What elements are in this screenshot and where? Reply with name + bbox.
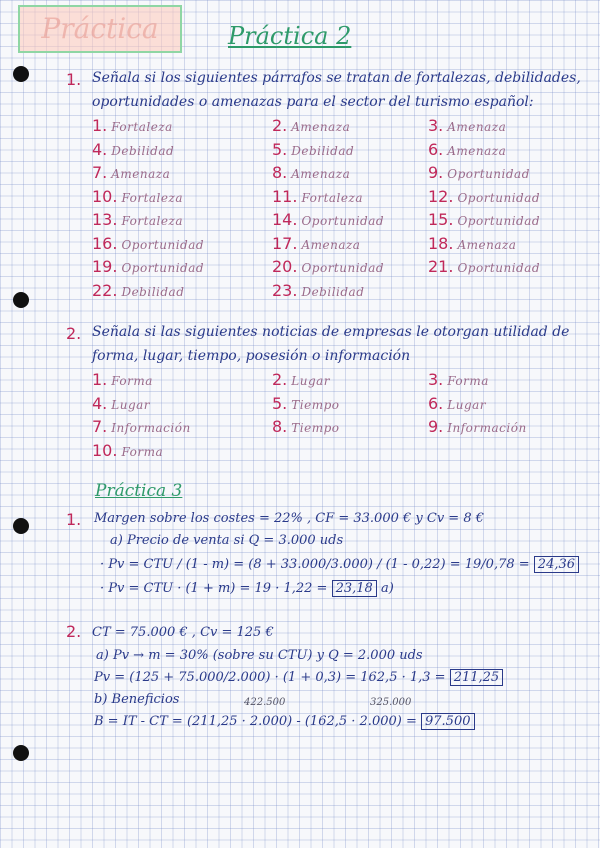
- answer-text: Forma: [111, 374, 153, 388]
- answer-text: Información: [447, 421, 527, 435]
- answer-item: [92, 441, 163, 460]
- answer-number: 6.: [428, 139, 444, 159]
- p3-q1-statement: Margen sobre los costes = 22% , CF = 33.000 € y Cv = 8 €: [94, 511, 485, 526]
- p3-q2-number: 2.: [66, 622, 82, 641]
- answer-text: Oportunidad: [301, 214, 385, 228]
- answer-number: 8.: [272, 417, 288, 436]
- answer-item: [272, 281, 364, 300]
- answer-number: 1.: [92, 116, 108, 135]
- binder-hole: [13, 66, 29, 82]
- answer-text: Oportunidad: [121, 237, 205, 252]
- answer-number: 5.: [272, 393, 288, 413]
- answer-number: 1.: [92, 370, 108, 389]
- practica-3-title: Práctica 3: [95, 481, 183, 501]
- answer-text: Oportunidad: [121, 261, 205, 275]
- answer-number: 23.: [272, 280, 298, 300]
- p3-q2-a-label: a) Pv → m = 30% (sobre su CTU) y Q = 2.000 uds: [96, 648, 423, 663]
- answer-item: [92, 370, 153, 389]
- answer-number: 7.: [92, 163, 108, 182]
- answer-text: Tiempo: [291, 421, 340, 435]
- answer-number: 10.: [92, 440, 118, 460]
- answer-item: [272, 234, 360, 253]
- p3-q2-pv-result: 211,25: [450, 669, 504, 686]
- question-1-prompt-line2: oportunidades o amenazas para el sector del turismo español:: [92, 94, 534, 110]
- question-1-prompt-line1: Señala si los siguientes párrafos se tratan de fortalezas, debilidades,: [92, 70, 581, 86]
- answer-item: [428, 234, 516, 253]
- answer-number: 7.: [92, 417, 108, 436]
- p3-q1-a-label: a) Precio de venta si Q = 3.000 uds: [110, 533, 344, 548]
- p3-q2-b-result: 97.500: [421, 713, 475, 730]
- p3-q1-line1: [100, 557, 579, 572]
- answer-item: [272, 140, 354, 159]
- answer-item: [92, 281, 184, 300]
- p3-q1-line1-result: 24,36: [534, 556, 579, 573]
- answer-number: 9.: [428, 163, 444, 182]
- p3-q1-line1-text: · Pv = CTU / (1 - m) = (8 + 33.000/3.000) / (1 - 0,22) = 19/0,78 =: [100, 557, 530, 572]
- answer-item: [92, 116, 173, 135]
- answer-item: [92, 163, 170, 182]
- answer-item: [92, 187, 183, 206]
- practica-stamp: Práctica: [18, 5, 182, 53]
- answer-item: [428, 394, 486, 413]
- answer-text: Oportunidad: [447, 167, 530, 181]
- answer-text: Debilidad: [121, 284, 185, 299]
- answer-number: 14.: [272, 210, 298, 229]
- answer-item: [428, 140, 506, 159]
- answer-item: [428, 116, 506, 135]
- answer-number: 9.: [428, 417, 444, 436]
- answer-item: [92, 234, 204, 253]
- answer-item: [272, 417, 340, 436]
- binder-hole: [13, 518, 29, 534]
- answer-text: Tiempo: [291, 397, 340, 412]
- p3-q2-pv-line: [94, 670, 503, 685]
- answer-text: Debilidad: [301, 284, 365, 299]
- answer-text: Amenaza: [447, 143, 507, 158]
- p3-q1-line2-result: 23,18: [332, 580, 377, 597]
- answer-item: [272, 163, 350, 182]
- p3-q2-b-line: [94, 714, 475, 729]
- answer-text: Información: [111, 421, 191, 435]
- answer-item: [428, 187, 540, 206]
- answer-number: 4.: [92, 393, 108, 413]
- answer-number: 18.: [428, 233, 454, 253]
- question-2-prompt-line1: Señala si las siguientes noticias de empresas le otorgan utilidad de: [92, 324, 570, 340]
- answer-text: Amenaza: [457, 237, 517, 252]
- p3-q2-b-label: b) Beneficios: [94, 692, 180, 707]
- answer-text: Debilidad: [111, 143, 175, 158]
- question-2-prompt-line2: forma, lugar, tiempo, posesión o información: [92, 348, 411, 364]
- answer-item: [272, 187, 363, 206]
- answer-text: Amenaza: [301, 237, 361, 252]
- p3-q1-line2: [100, 581, 394, 596]
- answer-number: 3.: [428, 370, 444, 389]
- answer-text: Fortaleza: [301, 190, 363, 205]
- answer-number: 21.: [428, 257, 454, 276]
- answer-text: Fortaleza: [111, 120, 173, 134]
- p3-q2-statement: CT = 75.000 € , Cv = 125 €: [92, 625, 274, 640]
- answer-text: Oportunidad: [457, 261, 541, 275]
- answer-text: Oportunidad: [301, 261, 385, 275]
- answer-number: 3.: [428, 116, 444, 135]
- answer-item: [272, 394, 340, 413]
- p3-q2-above2: 325.000: [370, 697, 412, 708]
- binder-hole: [13, 292, 29, 308]
- answer-text: Amenaza: [111, 167, 171, 181]
- answer-number: 4.: [92, 139, 108, 159]
- answer-item: [272, 116, 350, 135]
- answer-text: Forma: [121, 444, 164, 459]
- answer-text: Oportunidad: [457, 214, 541, 228]
- answer-item: [92, 210, 183, 229]
- answer-item: [272, 257, 384, 276]
- answer-text: Oportunidad: [457, 190, 541, 205]
- answer-number: 16.: [92, 233, 118, 253]
- answer-number: 6.: [428, 393, 444, 413]
- answer-text: Lugar: [447, 397, 487, 412]
- answer-item: [428, 370, 489, 389]
- answer-text: Amenaza: [291, 167, 351, 181]
- binder-hole: [13, 745, 29, 761]
- answer-text: Amenaza: [291, 120, 351, 134]
- answer-number: 22.: [92, 280, 118, 300]
- answer-item: [428, 417, 527, 436]
- answer-text: Fortaleza: [121, 190, 183, 205]
- answer-number: 2.: [272, 370, 288, 389]
- answer-text: Fortaleza: [121, 214, 183, 228]
- answer-number: 17.: [272, 233, 298, 253]
- p3-q1-line2-tail: a): [380, 581, 394, 596]
- p3-q2-above1: 422.500: [244, 697, 286, 708]
- answer-text: Lugar: [111, 397, 151, 412]
- answer-item: [428, 163, 530, 182]
- answer-item: [92, 140, 174, 159]
- p3-q2-b-text: B = IT - CT = (211,25 · 2.000) - (162,5 · 2.000) =: [94, 714, 417, 729]
- answer-text: Amenaza: [447, 120, 507, 134]
- answer-item: [272, 210, 384, 229]
- answer-item: [272, 370, 330, 389]
- answer-text: Lugar: [291, 374, 331, 388]
- answer-number: 2.: [272, 116, 288, 135]
- question-1-number: 1.: [66, 70, 82, 89]
- answer-item: [92, 257, 204, 276]
- answer-number: 15.: [428, 210, 454, 229]
- answer-item: [92, 417, 191, 436]
- answer-item: [92, 394, 150, 413]
- p3-q1-line2-text: · Pv = CTU · (1 + m) = 19 · 1,22 =: [100, 581, 328, 596]
- answer-number: 20.: [272, 257, 298, 276]
- answer-number: 12.: [428, 186, 454, 206]
- page-title: Práctica 2: [228, 22, 352, 50]
- answer-number: 10.: [92, 186, 118, 206]
- p3-q2-pv-text: Pv = (125 + 75.000/2.000) · (1 + 0,3) = 162,5 · 1,3 =: [94, 670, 446, 685]
- answer-text: Debilidad: [291, 143, 355, 158]
- answer-text: Forma: [447, 374, 489, 388]
- answer-number: 11.: [272, 186, 298, 206]
- answer-number: 5.: [272, 139, 288, 159]
- answer-item: [428, 210, 540, 229]
- answer-number: 8.: [272, 163, 288, 182]
- answer-number: 19.: [92, 257, 118, 276]
- p3-q1-number: 1.: [66, 510, 82, 529]
- answer-item: [428, 257, 540, 276]
- answer-number: 13.: [92, 210, 118, 229]
- question-2-number: 2.: [66, 324, 82, 343]
